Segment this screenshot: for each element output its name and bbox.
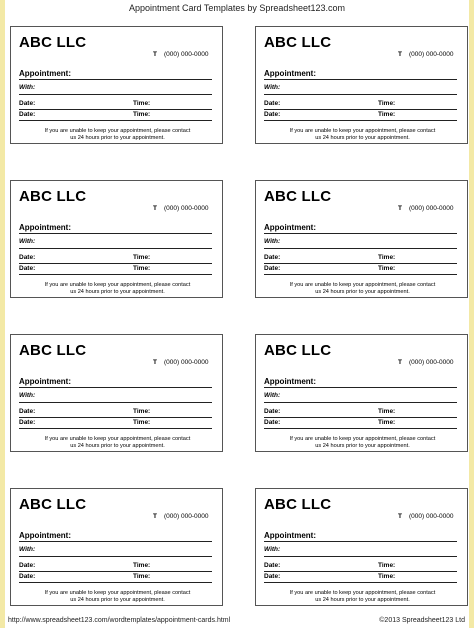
cancellation-notice: [15, 128, 220, 142]
footer-copyright: ©2013 Spreadsheet123 Ltd: [379, 617, 465, 624]
notice-line-2: us 24 hours prior to your appointment.: [315, 289, 410, 295]
with-label: With:: [19, 84, 36, 91]
time-label: Time:: [378, 573, 396, 580]
appointment-label: Appointment:: [264, 69, 316, 78]
phone-prefix: T: [398, 205, 402, 212]
date-label: Date:: [264, 562, 281, 569]
appointment-card: [255, 334, 468, 452]
phone-prefix: T: [153, 513, 157, 520]
date-label: Date:: [19, 111, 36, 118]
notice-line-1: If you are unable to keep your appointment, please contact: [289, 590, 436, 596]
company-name: ABC LLC: [264, 34, 332, 51]
phone-prefix: T: [153, 51, 157, 58]
cancellation-notice: [260, 590, 465, 604]
with-label: With:: [19, 392, 36, 399]
cancellation-notice: [15, 436, 220, 450]
appointment-line: [264, 541, 457, 542]
page-title: Appointment Card Templates by Spreadsheet123.com: [129, 3, 345, 13]
date-label: Date:: [19, 100, 36, 107]
date-label: Date:: [264, 111, 281, 118]
time-label: Time:: [378, 111, 396, 118]
date-label: Date:: [19, 562, 36, 569]
appointment-line: [19, 387, 212, 388]
phone-number: (000) 000-0000: [164, 359, 209, 366]
appointment-line: [264, 79, 457, 80]
phone-number: (000) 000-0000: [164, 513, 209, 520]
notice-line-1: If you are unable to keep your appointment, please contact: [289, 128, 436, 134]
cancellation-notice: [260, 282, 465, 296]
date-time-line: [264, 263, 457, 264]
with-label: With:: [19, 238, 36, 245]
company-name: ABC LLC: [19, 188, 87, 205]
phone-number: (000) 000-0000: [409, 513, 454, 520]
appointment-card: [255, 26, 468, 144]
with-line: [19, 94, 212, 95]
appointment-card: [10, 488, 223, 606]
date-time-line: [264, 428, 457, 429]
with-label: With:: [264, 84, 281, 91]
with-line: [264, 556, 457, 557]
footer-url[interactable]: http://www.spreadsheet123.com/wordtemplates/appointment-cards.html: [8, 617, 231, 624]
notice-line-2: us 24 hours prior to your appointment.: [315, 443, 410, 449]
date-time-line: [264, 582, 457, 583]
appointment-line: [19, 233, 212, 234]
time-label: Time:: [378, 100, 396, 107]
company-name: ABC LLC: [19, 34, 87, 51]
cancellation-notice: [15, 282, 220, 296]
date-label: Date:: [19, 419, 36, 426]
appointment-line: [19, 79, 212, 80]
cancellation-notice: [260, 436, 465, 450]
appointment-label: Appointment:: [19, 377, 71, 386]
date-time-line: [19, 274, 212, 275]
notice-line-1: If you are unable to keep your appointment, please contact: [44, 128, 191, 134]
with-line: [264, 248, 457, 249]
appointment-card: [255, 180, 468, 298]
phone-prefix: T: [398, 513, 402, 520]
date-time-line: [264, 120, 457, 121]
time-label: Time:: [378, 562, 396, 569]
company-name: ABC LLC: [264, 496, 332, 513]
appointment-card: [10, 26, 223, 144]
date-time-line: [19, 417, 212, 418]
date-label: Date:: [264, 100, 281, 107]
date-time-line: [264, 571, 457, 572]
appointment-label: Appointment:: [264, 377, 316, 386]
company-name: ABC LLC: [264, 188, 332, 205]
with-line: [19, 402, 212, 403]
notice-line-1: If you are unable to keep your appointment, please contact: [289, 282, 436, 288]
phone-number: (000) 000-0000: [164, 51, 209, 58]
appointment-label: Appointment:: [19, 223, 71, 232]
appointment-card: [255, 488, 468, 606]
date-label: Date:: [264, 408, 281, 415]
with-label: With:: [19, 546, 36, 553]
notice-line-1: If you are unable to keep your appointment, please contact: [44, 282, 191, 288]
notice-line-2: us 24 hours prior to your appointment.: [70, 135, 165, 141]
notice-line-2: us 24 hours prior to your appointment.: [315, 135, 410, 141]
date-label: Date:: [19, 254, 36, 261]
phone-prefix: T: [398, 359, 402, 366]
with-line: [19, 248, 212, 249]
appointment-card: [10, 334, 223, 452]
with-label: With:: [264, 238, 281, 245]
notice-line-1: If you are unable to keep your appointment, please contact: [44, 590, 191, 596]
appointment-label: Appointment:: [19, 531, 71, 540]
cancellation-notice: [15, 590, 220, 604]
date-label: Date:: [264, 265, 281, 272]
date-time-line: [264, 109, 457, 110]
time-label: Time:: [133, 562, 151, 569]
time-label: Time:: [133, 408, 151, 415]
appointment-line: [264, 233, 457, 234]
time-label: Time:: [133, 419, 151, 426]
date-time-line: [19, 571, 212, 572]
with-label: With:: [264, 392, 281, 399]
phone-number: (000) 000-0000: [409, 205, 454, 212]
time-label: Time:: [378, 408, 396, 415]
company-name: ABC LLC: [19, 342, 87, 359]
date-time-line: [19, 582, 212, 583]
appointment-label: Appointment:: [264, 223, 316, 232]
phone-prefix: T: [398, 51, 402, 58]
date-time-line: [19, 263, 212, 264]
phone-number: (000) 000-0000: [409, 51, 454, 58]
date-label: Date:: [19, 573, 36, 580]
cancellation-notice: [260, 128, 465, 142]
time-label: Time:: [378, 265, 396, 272]
company-name: ABC LLC: [264, 342, 332, 359]
with-line: [19, 556, 212, 557]
phone-prefix: T: [153, 205, 157, 212]
date-label: Date:: [19, 408, 36, 415]
with-label: With:: [264, 546, 281, 553]
date-label: Date:: [19, 265, 36, 272]
time-label: Time:: [378, 254, 396, 261]
phone-number: (000) 000-0000: [164, 205, 209, 212]
notice-line-2: us 24 hours prior to your appointment.: [70, 289, 165, 295]
time-label: Time:: [133, 100, 151, 107]
notice-line-2: us 24 hours prior to your appointment.: [70, 597, 165, 603]
phone-number: (000) 000-0000: [409, 359, 454, 366]
with-line: [264, 402, 457, 403]
time-label: Time:: [133, 111, 151, 118]
appointment-label: Appointment:: [19, 69, 71, 78]
company-name: ABC LLC: [19, 496, 87, 513]
time-label: Time:: [378, 419, 396, 426]
time-label: Time:: [133, 573, 151, 580]
appointment-line: [264, 387, 457, 388]
time-label: Time:: [133, 265, 151, 272]
date-time-line: [264, 417, 457, 418]
date-time-line: [19, 428, 212, 429]
notice-line-1: If you are unable to keep your appointment, please contact: [44, 436, 191, 442]
notice-line-2: us 24 hours prior to your appointment.: [70, 443, 165, 449]
appointment-label: Appointment:: [264, 531, 316, 540]
appointment-card: [10, 180, 223, 298]
notice-line-1: If you are unable to keep your appointment, please contact: [289, 436, 436, 442]
date-label: Date:: [264, 254, 281, 261]
with-line: [264, 94, 457, 95]
appointment-line: [19, 541, 212, 542]
date-time-line: [19, 109, 212, 110]
date-label: Date:: [264, 419, 281, 426]
date-time-line: [19, 120, 212, 121]
date-label: Date:: [264, 573, 281, 580]
notice-line-2: us 24 hours prior to your appointment.: [315, 597, 410, 603]
phone-prefix: T: [153, 359, 157, 366]
date-time-line: [264, 274, 457, 275]
time-label: Time:: [133, 254, 151, 261]
